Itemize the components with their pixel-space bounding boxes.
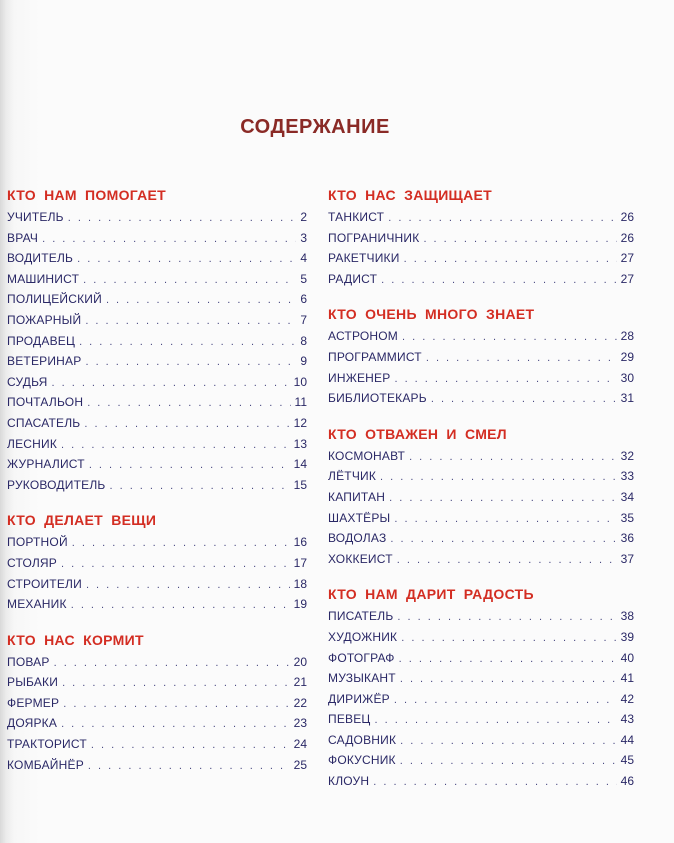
toc-entry[interactable] [7, 652, 307, 673]
entry-label: ХОККЕИСТ [328, 551, 393, 566]
dot-leader [77, 249, 296, 270]
entry-label: САДОВНИК [328, 732, 397, 747]
dot-leader [397, 550, 617, 571]
toc-entry[interactable] [7, 310, 307, 331]
toc-section [328, 584, 634, 791]
page-number: 38 [620, 609, 634, 624]
dot-leader [390, 529, 616, 550]
toc-entry[interactable] [7, 434, 307, 455]
dot-leader [91, 735, 290, 756]
dot-leader [409, 447, 617, 468]
page-number: 16 [293, 535, 307, 550]
entry-label: КОМБАЙНЁР [7, 757, 84, 772]
page-number: 11 [294, 395, 307, 410]
entry-label: ПРОГРАММИСТ [328, 349, 422, 364]
entry-label: ПЕВЕЦ [328, 712, 371, 727]
entry-label: ФЕРМЕР [7, 695, 60, 710]
toc-entry[interactable] [328, 347, 634, 368]
toc-entry[interactable] [7, 351, 307, 372]
toc-entry[interactable] [328, 508, 634, 529]
entry-label: МУЗЫКАНТ [328, 671, 396, 686]
dot-leader [87, 393, 290, 414]
dot-leader [402, 327, 617, 348]
toc-entry[interactable] [7, 553, 307, 574]
dot-leader [72, 533, 290, 554]
entry-label: ДИРИЖЁР [328, 691, 390, 706]
page-number: 14 [293, 457, 307, 472]
page-number: 45 [620, 753, 634, 768]
page-number: 17 [293, 555, 307, 570]
dot-leader [61, 714, 290, 735]
dot-leader [42, 229, 296, 250]
dot-leader [394, 690, 617, 711]
page-number: 28 [620, 329, 634, 344]
toc-entry[interactable] [7, 454, 307, 475]
dot-leader [431, 389, 617, 410]
toc-entry[interactable] [328, 466, 634, 487]
entry-label: ДОЯРКА [7, 716, 58, 731]
page-number: 35 [620, 510, 634, 525]
toc-entry[interactable] [328, 689, 634, 710]
toc-entry[interactable] [328, 627, 634, 648]
page-number: 3 [300, 230, 307, 245]
page-number: 25 [293, 757, 307, 772]
entry-label: СУДЬЯ [7, 374, 48, 389]
entry-label: ПОЖАРНЫЙ [7, 312, 82, 327]
section-title: КТО НАС КОРМИТ [7, 631, 144, 648]
entry-label: РЫБАКИ [7, 675, 59, 690]
dot-leader [51, 373, 289, 394]
section-title: КТО НАМ ДАРИТ РАДОСТЬ [328, 586, 534, 603]
toc-entry[interactable] [7, 207, 307, 228]
toc-section [328, 304, 634, 408]
toc-entry[interactable] [7, 672, 307, 693]
entry-label: ТАНКИСТ [328, 210, 385, 224]
dot-leader [71, 595, 290, 616]
page-number: 8 [300, 333, 307, 348]
toc-entry[interactable] [328, 446, 634, 467]
toc-section [328, 185, 634, 289]
toc-entry[interactable] [328, 368, 634, 389]
entry-label: КОСМОНАВТ [328, 448, 406, 463]
entry-label: УЧИТЕЛЬ [7, 210, 64, 224]
dot-leader [400, 669, 617, 690]
toc-right-column [328, 185, 634, 807]
page-number: 41 [620, 671, 634, 686]
dot-leader [86, 575, 290, 596]
toc-entry[interactable] [328, 750, 634, 771]
dot-leader [106, 290, 296, 311]
dot-leader [85, 311, 296, 332]
toc-entry[interactable] [7, 331, 307, 352]
dot-leader [404, 249, 617, 270]
dot-leader [380, 467, 617, 488]
page-number: 9 [300, 354, 307, 369]
entry-label: ВРАЧ [7, 230, 39, 245]
entry-label: ВОДОЛАЗ [328, 531, 387, 546]
page-number: 19 [293, 597, 307, 612]
toc-entry[interactable] [7, 248, 307, 269]
page-number: 27 [620, 251, 634, 266]
section-title: КТО ОЧЕНЬ МНОГО ЗНАЕТ [328, 306, 535, 323]
toc-entry[interactable] [7, 594, 307, 615]
entry-label: ЛЁТЧИК [328, 469, 377, 484]
entry-label: ШАХТЁРЫ [328, 510, 391, 525]
toc-entry[interactable] [7, 574, 307, 595]
page-number: 39 [620, 629, 634, 644]
entry-label: ТРАКТОРИСТ [7, 737, 87, 752]
toc-section [328, 424, 634, 570]
page-number: 32 [620, 448, 634, 463]
dot-leader [400, 731, 616, 752]
toc-entry[interactable] [7, 372, 307, 393]
toc-entry[interactable] [328, 606, 634, 627]
entry-label: ПОРТНОЙ [7, 535, 68, 550]
entry-label: СТОЛЯР [7, 555, 58, 570]
entry-label: СПАСАТЕЛЬ [7, 415, 81, 430]
page-number: 2 [300, 210, 307, 224]
page-number: 13 [293, 436, 307, 451]
entry-label: РАДИСТ [328, 271, 378, 286]
page-number: 34 [620, 489, 634, 504]
page-title: СОДЕРЖАНИЕ [240, 116, 390, 138]
dot-leader [381, 270, 616, 291]
toc-entry[interactable] [328, 549, 634, 570]
dot-leader [85, 352, 296, 373]
page-number: 26 [620, 230, 634, 245]
section-title: КТО ОТВАЖЕН И СМЕЛ [328, 425, 507, 442]
toc-entry[interactable] [7, 475, 307, 496]
entry-label: КЛОУН [328, 774, 370, 789]
dot-leader [401, 628, 616, 649]
page-number: 15 [293, 477, 307, 492]
toc-section [7, 185, 307, 495]
dot-leader [109, 476, 289, 497]
page-number: 6 [300, 292, 307, 307]
toc-section [7, 510, 307, 614]
page-number: 12 [293, 415, 307, 430]
toc-entry[interactable] [328, 730, 634, 751]
toc-entry[interactable] [328, 228, 634, 249]
entry-label: ЛЕСНИК [7, 436, 58, 451]
dot-leader [61, 554, 290, 575]
page-number: 42 [620, 691, 634, 706]
page-number: 40 [620, 650, 634, 665]
page-number: 46 [620, 774, 634, 789]
dot-leader [394, 509, 616, 530]
page-number: 10 [293, 374, 307, 389]
page-number: 18 [293, 576, 307, 591]
page-number: 30 [620, 370, 634, 385]
toc-entry[interactable] [328, 487, 634, 508]
toc-entry[interactable] [328, 388, 634, 409]
page-number: 44 [620, 732, 634, 747]
section-title: КТО НАМ ПОМОГАЕТ [7, 187, 167, 203]
entry-label: МЕХАНИК [7, 597, 67, 612]
toc-entry[interactable] [7, 693, 307, 714]
dot-leader [400, 751, 617, 772]
dot-leader [389, 488, 617, 509]
entry-label: ХУДОЖНИК [328, 629, 398, 644]
entry-label: ПОВАР [7, 654, 50, 669]
dot-leader [426, 348, 617, 369]
dot-leader [62, 673, 290, 694]
entry-label: ВОДИТЕЛЬ [7, 251, 74, 266]
entry-label: РУКОВОДИТЕЛЬ [7, 477, 106, 492]
page-number: 31 [620, 391, 634, 406]
entry-label: АСТРОНОМ [328, 329, 399, 344]
toc-entry[interactable] [328, 248, 634, 269]
toc-entry[interactable] [328, 709, 634, 730]
entry-label: ПРОДАВЕЦ [7, 333, 76, 348]
dot-leader [399, 649, 617, 670]
dot-leader [68, 208, 297, 229]
entry-label: ЖУРНАЛИСТ [7, 457, 85, 472]
dot-leader [375, 710, 617, 731]
page-number: 37 [620, 551, 634, 566]
page-number: 21 [293, 675, 307, 690]
toc-entry[interactable] [328, 326, 634, 347]
dot-leader [373, 772, 616, 793]
toc-entry[interactable] [7, 289, 307, 310]
entry-label: ФОТОГРАФ [328, 650, 395, 665]
entry-label: МАШИНИСТ [7, 271, 80, 286]
entry-label: ИНЖЕНЕР [328, 370, 391, 385]
entry-label: РАКЕТЧИКИ [328, 251, 400, 266]
dot-leader [63, 694, 289, 715]
entry-label: ПОЛИЦЕЙСКИЙ [7, 292, 102, 307]
entry-label: ФОКУСНИК [328, 753, 396, 768]
dot-leader [388, 208, 616, 229]
entry-label: СТРОИТЕЛИ [7, 576, 82, 591]
toc-entry[interactable] [328, 771, 634, 792]
page-number: 22 [293, 695, 307, 710]
toc-entry[interactable] [328, 648, 634, 669]
entry-label: ВЕТЕРИНАР [7, 354, 82, 369]
page-number: 43 [620, 712, 634, 727]
entry-label: БИБЛИОТЕКАРЬ [328, 391, 427, 406]
toc-entry[interactable] [328, 269, 634, 290]
section-title: КТО ДЕЛАЕТ ВЕЩИ [7, 512, 157, 529]
toc-entry[interactable] [7, 713, 307, 734]
entry-label: ПОГРАНИЧНИК [328, 230, 420, 245]
page-number: 36 [620, 531, 634, 546]
toc-entry[interactable] [328, 207, 634, 228]
toc-section [7, 630, 307, 776]
toc-entry[interactable] [328, 668, 634, 689]
dot-leader [61, 435, 290, 456]
toc-entry[interactable] [7, 413, 307, 434]
dot-leader [83, 270, 296, 291]
page-number: 33 [620, 469, 634, 484]
page-number: 23 [293, 716, 307, 731]
dot-leader [394, 369, 616, 390]
page-number: 24 [293, 737, 307, 752]
toc-left-column [7, 185, 307, 790]
section-title: КТО НАС ЗАЩИЩАЕТ [328, 187, 493, 203]
page-number: 29 [620, 349, 634, 364]
entry-label: КАПИТАН [328, 489, 386, 504]
page-number: 26 [620, 210, 634, 224]
dot-leader [88, 756, 290, 777]
dot-leader [84, 414, 289, 435]
dot-leader [79, 332, 296, 353]
toc-entry[interactable] [7, 228, 307, 249]
toc-entry[interactable] [7, 532, 307, 553]
dot-leader [54, 653, 290, 674]
page-number: 5 [300, 271, 307, 286]
toc-entry[interactable] [328, 528, 634, 549]
page-number: 4 [300, 251, 307, 266]
toc-entry[interactable] [7, 269, 307, 290]
page-number: 7 [300, 312, 307, 327]
dot-leader [397, 607, 616, 628]
page-number: 27 [620, 271, 634, 286]
toc-entry[interactable] [7, 755, 307, 776]
entry-label: ПИСАТЕЛЬ [328, 609, 394, 624]
entry-label: ПОЧТАЛЬОН [7, 395, 84, 410]
page-number: 20 [293, 654, 307, 669]
dot-leader [423, 229, 616, 250]
toc-entry[interactable] [7, 734, 307, 755]
dot-leader [89, 455, 290, 476]
toc-entry[interactable] [7, 392, 307, 413]
